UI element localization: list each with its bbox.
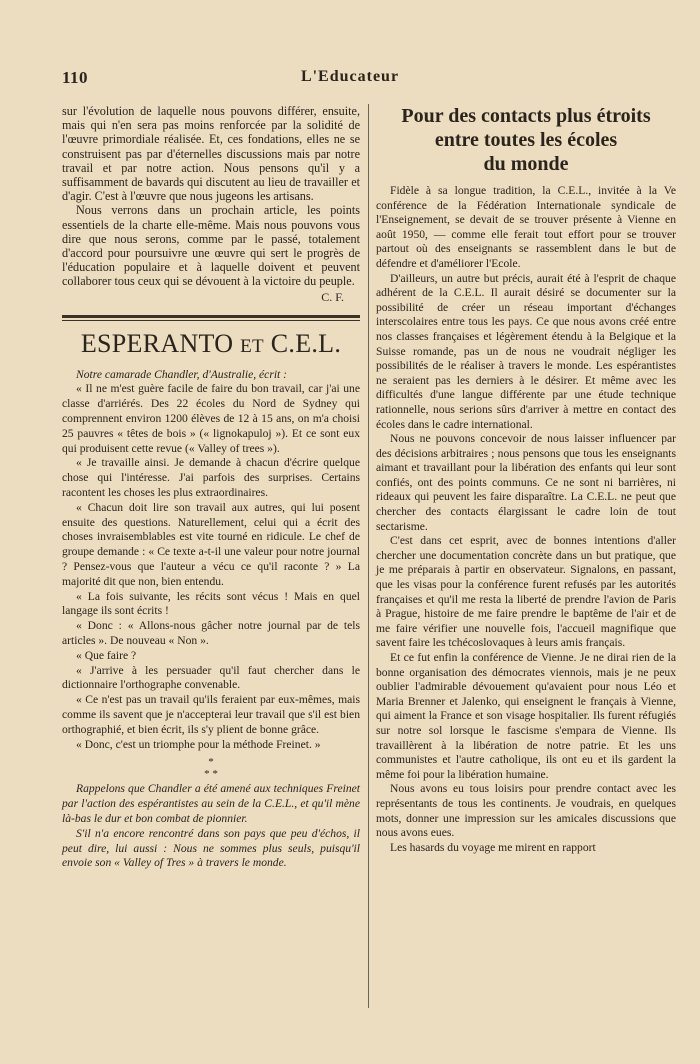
separator-thick-rule [62, 315, 360, 318]
asterism-top: * [208, 756, 214, 769]
article-paragraph: Fidèle à sa longue tradition, la C.E.L., invitée à la Ve conférence de la Fédération Internationale syndicale de l'Enseignement, se devait de se trouver présente à Vienne en août 1950, — comme elle ferait tout effort pour se trouver partout où des enseignants se rassemblent dans le but de défendre et d'améliorer l'Ecole. [376, 184, 676, 270]
article-paragraph: Nous ne pouvons concevoir de nous laisser influencer par des décisions arbitraires ; nous pensons que tous les enseignants aimant et travaillant pour la libération des enfants qui leur sont confiés, ont des points communs. Ce ne sont ni barrières, ni rideaux qui peuvent les faire disparaître. La C.E.L. ne peut que chercher des contacts élargissant le cadre loin de tout sectarisme. [376, 432, 676, 533]
esperanto-article-title [62, 329, 360, 362]
column-divider [368, 104, 369, 1008]
asterism [62, 756, 360, 780]
title-part-cel: C.E.L. [270, 328, 342, 358]
left-column [62, 104, 360, 871]
esperanto-paragraph: « Que faire ? [76, 648, 137, 662]
signature: C. F. [321, 289, 344, 304]
esperanto-closing-note: S'il n'a encore rencontré dans son pays que peu d'échos, il peut dire, lui aussi : Nous ne sommes plus seuls, puisqu'il envoie son « Valley of Tres » à travers le monde. [62, 826, 360, 870]
title-part-et: ET [240, 335, 264, 357]
article-paragraph: Nous avons eu tous loisirs pour prendre contact avec les représentants de tous les continents. Je voudrais, en quelques mots, donner une impression sur les amicales discussions que nous avons eues. [376, 782, 676, 840]
running-head [0, 68, 700, 92]
title-part-esperanto: ESPERANTO [80, 328, 234, 358]
contacts-article-body [376, 184, 676, 855]
asterism-bottom: * * [204, 768, 218, 781]
esperanto-paragraph: « Donc, c'est un triomphe pour la méthode Freinet. » [76, 737, 321, 751]
esperanto-paragraph: « Ce n'est pas un travail qu'ils feraient par eux-mêmes, mais comme ils savent que je n'accepterai leur travail que s'il est bien orthographié, et bien écrit, ils s'y plient de bonne grâce. [62, 693, 360, 736]
article-paragraph: C'est dans cet esprit, avec de bonnes intentions d'aller chercher une documentation concrète dans un but pratique, que je me préparais à partir en observateur. Signalons, en passant, que les visas pour la conférence furent refusés par les autorités françaises et qu'il me resta la liberté de prendre l'avion de Paris à Prague, histoire de me faire prendre le baptême de l'air et de me faire vérifier une nouvelle fois, l'accueil magnifique que savent faire les tchécoslovaques à leurs amis français. [376, 534, 676, 650]
esperanto-intro: Notre camarade Chandler, d'Australie, écrit : [76, 367, 288, 381]
title-line: entre toutes les écoles [434, 129, 618, 151]
page-number: 110 [62, 68, 89, 87]
esperanto-paragraph: « La fois suivante, les récits sont vécus ! Mais en quel langage ils sont écrits ! [62, 589, 360, 618]
article-paragraph: Les hasards du voyage me mirent en rapport [390, 840, 596, 854]
journal-title: L'Educateur [300, 68, 400, 85]
article-paragraph: D'ailleurs, un autre but précis, aurait été à l'esprit de chaque adhérent de la C.E.L. Il aurait désiré se documenter sur la possibilité de créer un réseau important d'échanges interscolaires entre tous les pays. Ce que nous avons créé entre nos classes françaises et légèrement étendu à la Belgique et la Suisse romande, pas un de nous ne voudrait négliger les possibilités de le réaliser à travers le monde. Les espérantistes ne seraient pas les derniers à le désirer. Et même avec les difficultés d'une langue différente par une étude technique rationnelle, nous serions sûrs d'arriver à mettre en contact des écoles dans le cadre international. [376, 271, 676, 431]
separator-thin-rule [62, 320, 360, 321]
contacts-article-title [376, 104, 676, 176]
esperanto-paragraph: « Donc : « Allons-nous gâcher notre journal par de tels articles ». De nouveau « Non ». [62, 619, 360, 647]
right-column [376, 104, 676, 855]
esperanto-paragraph: « Je travaille ainsi. Je demande à chacun d'écrire quelque chose qui l'intéresse. J'ai parfois des surprises. Certains racontent les choses les plus extraordinaires. [62, 456, 360, 500]
esperanto-paragraph: « Il ne m'est guère facile de faire du bon travail, car j'ai une classe d'arriérés. Des 22 écoles du Nord de Sydney qui comprennent environ 1200 élèves de 12 à 15 ans, on m'a choisi 25 pauvres « têtes de bois » (« lignokapuloj »). Et ce sont eux qui produisent cette revue (« Valley of trees »). [62, 382, 360, 455]
continued-paragraph: sur l'évolution de laquelle nous pouvons différer, ensuite, mais qui n'en sera pas moins renforcée par la solidité de l'œuvre primordiale réalisée. Et, ces fondations, elles ne se construisent pas par d'éternelles discussions mais par notre travail et par notre action. Nous pensons qu'il y a suffisamment de bavards qui discutent au lieu de travailler et d'agir. C'est à l'œuvre que nous jugeons les artisans. [62, 104, 360, 204]
closing-paragraph: Nous verrons dans un prochain article, les points essentiels de la charte elle-même. Mais nous pouvons vous dire que nous serons, comme par le passé, totalement d'accord pour poursuivre une œuvre qui sert le progrès de l'éducation populaire et à laquelle doivent et peuvent collaborer tous ceux qui se dévouent à la victoire du peuple. [62, 203, 360, 289]
section-separator [62, 315, 360, 321]
title-line: du monde [483, 153, 569, 175]
esperanto-paragraph: « J'arrive à les persuader qu'il faut chercher dans le dictionnaire l'orthographe convenable. [62, 663, 360, 692]
esperanto-closing-note: Rappelons que Chandler a été amené aux techniques Freinet par l'action des espérantistes au sein de la C.E.L., et qu'il mène là-bas le dur et bon combat de pionnier. [62, 782, 360, 825]
esperanto-paragraph: « Chacun doit lire son travail aux autres, qui lui posent ensuite des questions. Naturellement, celui qui a écrit des choses invraisemblables est vite tourné en ridicule. Le chef de groupe demande : « Ce texte a-t-il une valeur pour notre journal ? Pensez-vous que l'auteur a vécu ce qu'il raconte ? » La majorité dit que non, bien entendu. [62, 500, 360, 588]
article-paragraph: Et ce fut enfin la conférence de Vienne. Je ne dirai rien de la bonne organisation des démocrates viennois, mais je ne peux oublier l'admirable dévouement qu'avaient pour nous Léo et Maria Brenner et Jalenko, qui enseignent le français à Vienne, qui aiment la France et son visage hospitalier. Ils furent réfugiés sur notre sol lorsque le fascisme s'empara de Vienne. Ils travaillèrent à la libération de notre patrie. Et les uns communistes et l'autre catholique, ils ont eu et ils gardent la même foi pour la libération humaine. [376, 651, 676, 781]
title-line: Pour des contacts plus étroits [401, 105, 651, 127]
